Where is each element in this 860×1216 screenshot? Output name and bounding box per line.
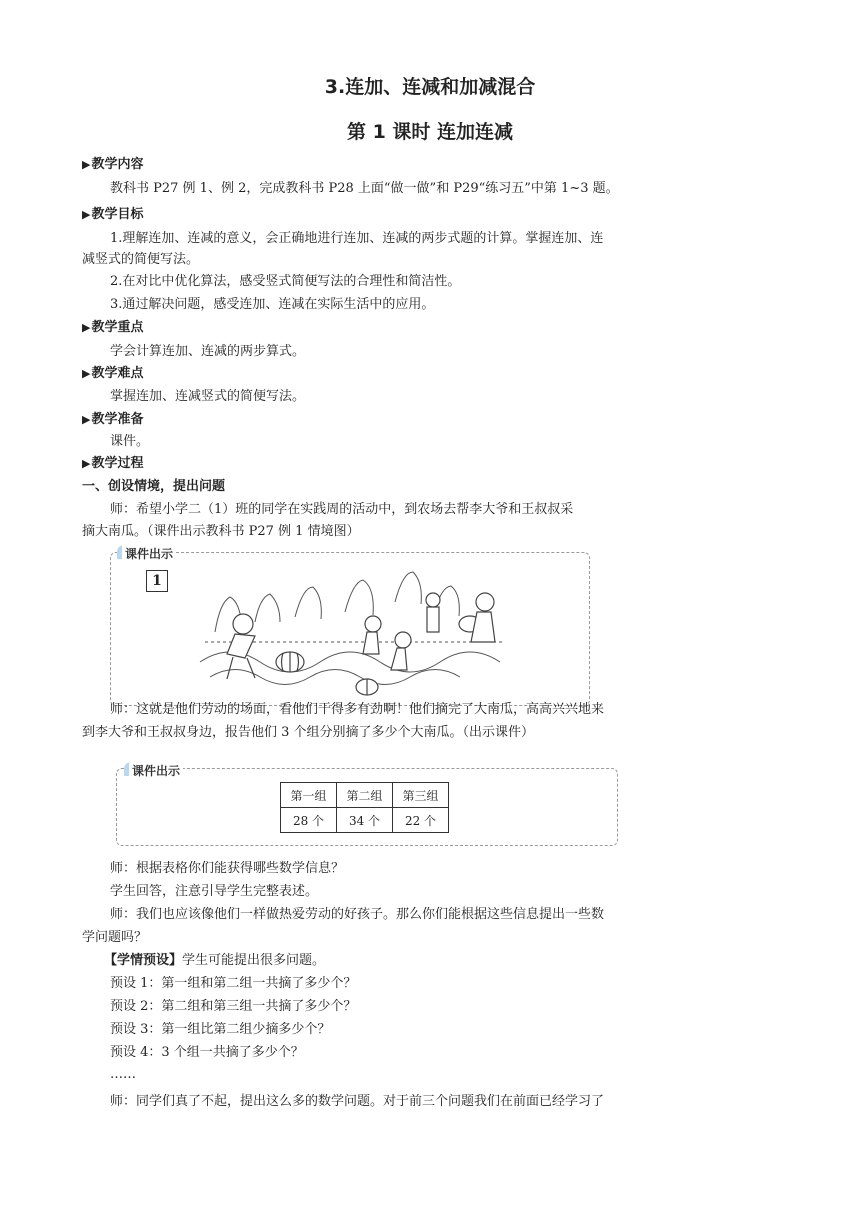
section-heading-process: ▶教学过程 [82, 456, 144, 471]
prep-paragraph: 课件。 [110, 434, 150, 449]
triangle-marker-icon: ▶ [82, 321, 91, 334]
paragraph-2-line-1: 师：这就是他们劳动的场面，看他们干得多有劲啊！他们摘完了大南瓜，高高兴兴地来 [110, 702, 605, 717]
paragraph-1-line-1: 师：希望小学二（1）班的同学在实践周的活动中，到农场去帮李大爷和王叔叔采 [110, 502, 574, 517]
triangle-marker-icon: ▶ [82, 413, 91, 426]
content-paragraph: 教科书 P27 例 1、例 2，完成教科书 P28 上面“做一做”和 P29“练习五”中第 1~3 题。 [110, 181, 619, 196]
paragraph-1-line-2: 摘大南瓜。（课件出示教科书 P27 例 1 情境图） [82, 524, 360, 539]
table-header-cell: 第一组 [281, 783, 337, 808]
courseware-tag: 课件出示 [122, 545, 176, 562]
table-header-cell: 第三组 [393, 783, 449, 808]
question-3-line-1: 师：我们也应该像他们一样做热爱劳动的好孩子。那么你们能根据这些信息提出一些数 [110, 907, 605, 922]
section-heading-content: ▶教学内容 [82, 157, 144, 172]
preset-2: 预设 2：第二组和第三组一共摘了多少个？ [110, 999, 357, 1014]
courseware-tag: 课件出示 [129, 762, 183, 779]
table-row [281, 783, 449, 808]
paragraph-2-line-2: 到李大爷和王叔叔身边，报告他们 3 个组分别摘了多少个大南瓜。（出示课件） [82, 725, 535, 740]
preset-intro [104, 952, 325, 970]
question-3-line-2: 学问题吗？ [82, 930, 148, 945]
table-cell: 28 个 [281, 808, 337, 833]
triangle-marker-icon: ▶ [82, 457, 91, 470]
preset-intro-text: 学生可能提出很多问题。 [182, 953, 326, 968]
farm-scene-illustration [195, 562, 515, 702]
section-heading-difficulty: ▶教学难点 [82, 366, 144, 381]
section-heading-key: ▶教学重点 [82, 320, 144, 335]
lesson-title: 3.连加、连减和加减混合 [324, 76, 536, 98]
preset-label: 【学情预设】 [104, 953, 183, 968]
ellipsis: …… [110, 1067, 136, 1082]
key-paragraph: 学会计算连加、连减的两步算式。 [110, 344, 306, 359]
table-cell: 34 个 [337, 808, 393, 833]
preset-3: 预设 3：第一组比第二组少摘多少个？ [110, 1022, 331, 1037]
triangle-marker-icon: ▶ [82, 158, 91, 171]
goal-3: 3.通过解决问题，感受连加、连减在实际生活中的应用。 [110, 297, 435, 312]
pumpkin-count-table [280, 782, 449, 833]
triangle-marker-icon: ▶ [82, 367, 91, 380]
preset-4: 预设 4：3 个组一共摘了多少个？ [110, 1045, 304, 1060]
example-number-badge: 1 [146, 570, 168, 592]
goal-1-line-1: 1.理解连加、连减的意义，会正确地进行连加、连减的两步式题的计算。掌握连加、连 [110, 231, 604, 246]
difficulty-paragraph: 掌握连加、连减竖式的简便写法。 [110, 389, 306, 404]
triangle-marker-icon: ▶ [82, 208, 91, 221]
preset-1: 预设 1：第一组和第二组一共摘了多少个？ [110, 976, 357, 991]
section-heading-goals: ▶教学目标 [82, 207, 144, 222]
section-heading-prep: ▶教学准备 [82, 412, 144, 427]
table-row [281, 808, 449, 833]
question-1: 师：根据表格你们能获得哪些数学信息？ [110, 861, 345, 876]
lesson-subtitle: 第 1 课时 连加连减 [346, 121, 514, 143]
table-cell: 22 个 [393, 808, 449, 833]
table-header-cell: 第二组 [337, 783, 393, 808]
goal-1-line-2: 减竖式的简便写法。 [82, 252, 200, 267]
question-2: 学生回答，注意引导学生完整表述。 [110, 884, 319, 899]
last-paragraph-line-1: 师：同学们真了不起，提出这么多的数学问题。对于前三个问题我们在前面已经学习了 [110, 1094, 605, 1109]
step-1-heading: 一、创设情境，提出问题 [82, 479, 226, 494]
goal-2: 2.在对比中优化算法，感受竖式简便写法的合理性和简洁性。 [110, 274, 461, 289]
